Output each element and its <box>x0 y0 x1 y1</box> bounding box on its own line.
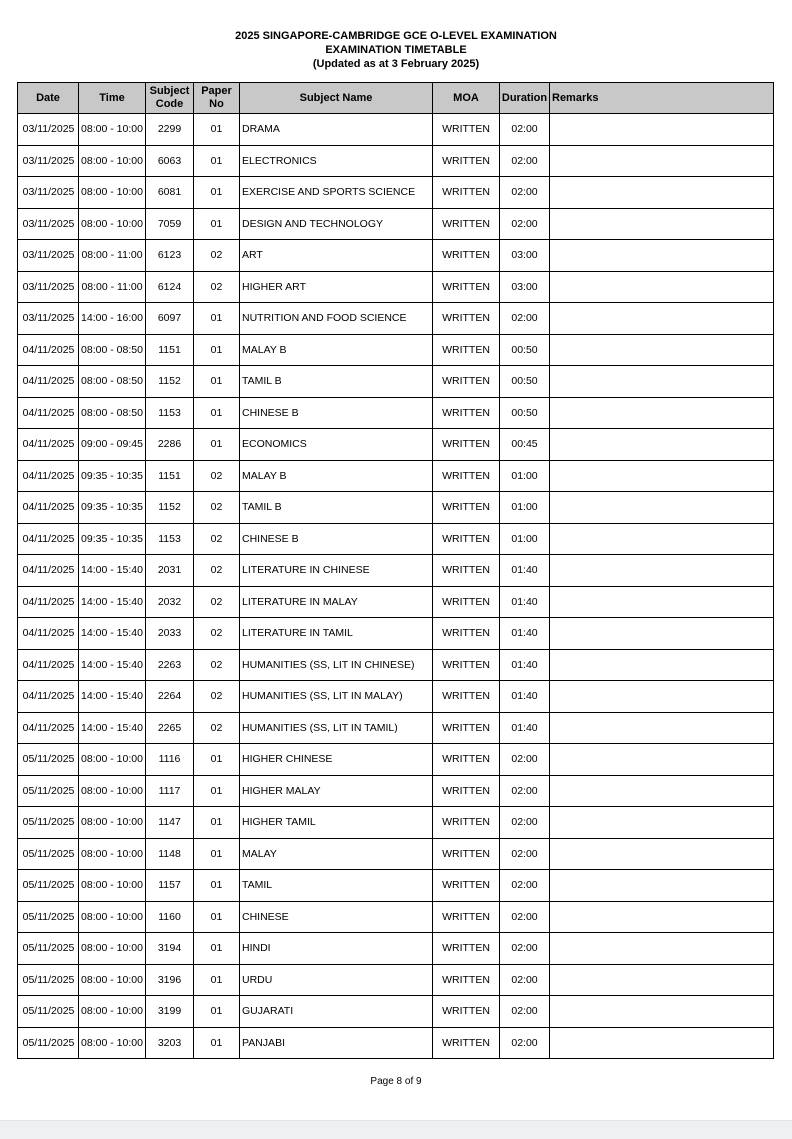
cell-paper-no: 01 <box>194 303 240 335</box>
viewer-bottom-bar <box>0 1120 792 1139</box>
cell-paper-no: 01 <box>194 807 240 839</box>
cell-duration: 01:40 <box>500 649 550 681</box>
cell-subject-code: 2265 <box>146 712 194 744</box>
cell-date: 04/11/2025 <box>18 366 79 398</box>
table-row <box>18 460 774 492</box>
cell-subject-code: 1157 <box>146 870 194 902</box>
cell-subject-code: 6081 <box>146 177 194 209</box>
cell-paper-no: 01 <box>194 1027 240 1059</box>
cell-remarks <box>550 996 774 1028</box>
col-header-subject-name: Subject Name <box>240 83 433 114</box>
cell-moa: WRITTEN <box>433 334 500 366</box>
cell-date: 03/11/2025 <box>18 145 79 177</box>
document-title: 2025 SINGAPORE-CAMBRIDGE GCE O-LEVEL EXAMINATION <box>235 30 557 42</box>
cell-date: 04/11/2025 <box>18 334 79 366</box>
cell-subject-name: NUTRITION AND FOOD SCIENCE <box>240 303 433 335</box>
cell-time: 08:00 - 10:00 <box>79 775 146 807</box>
cell-remarks <box>550 114 774 146</box>
table-row <box>18 397 774 429</box>
cell-subject-name: HIGHER CHINESE <box>240 744 433 776</box>
cell-subject-code: 1151 <box>146 334 194 366</box>
table-row <box>18 1027 774 1059</box>
cell-duration: 03:00 <box>500 240 550 272</box>
update-note: (Updated as at 3 February 2025) <box>312 58 480 70</box>
table-row <box>18 618 774 650</box>
cell-paper-no: 02 <box>194 492 240 524</box>
cell-time: 08:00 - 10:00 <box>79 114 146 146</box>
cell-subject-name: LITERATURE IN CHINESE <box>240 555 433 587</box>
cell-subject-name: LITERATURE IN MALAY <box>240 586 433 618</box>
cell-remarks <box>550 649 774 681</box>
cell-subject-name: HUMANITIES (SS, LIT IN TAMIL) <box>240 712 433 744</box>
cell-date: 05/11/2025 <box>18 964 79 996</box>
cell-subject-name: CHINESE B <box>240 397 433 429</box>
cell-duration: 01:40 <box>500 681 550 713</box>
cell-time: 09:35 - 10:35 <box>79 523 146 555</box>
table-row <box>18 240 774 272</box>
cell-subject-code: 6063 <box>146 145 194 177</box>
cell-paper-no: 01 <box>194 996 240 1028</box>
cell-paper-no: 01 <box>194 933 240 965</box>
cell-remarks <box>550 838 774 870</box>
cell-moa: WRITTEN <box>433 933 500 965</box>
cell-moa: WRITTEN <box>433 901 500 933</box>
cell-remarks <box>550 366 774 398</box>
cell-subject-name: URDU <box>240 964 433 996</box>
cell-paper-no: 01 <box>194 901 240 933</box>
cell-remarks <box>550 807 774 839</box>
cell-time: 14:00 - 15:40 <box>79 586 146 618</box>
table-header-row <box>18 83 774 114</box>
cell-duration: 02:00 <box>500 744 550 776</box>
cell-moa: WRITTEN <box>433 712 500 744</box>
cell-remarks <box>550 208 774 240</box>
cell-date: 05/11/2025 <box>18 996 79 1028</box>
cell-paper-no: 02 <box>194 523 240 555</box>
cell-remarks <box>550 271 774 303</box>
cell-paper-no: 01 <box>194 838 240 870</box>
cell-subject-name: MALAY B <box>240 334 433 366</box>
cell-paper-no: 01 <box>194 964 240 996</box>
cell-time: 09:00 - 09:45 <box>79 429 146 461</box>
table-row <box>18 492 774 524</box>
cell-remarks <box>550 303 774 335</box>
cell-moa: WRITTEN <box>433 523 500 555</box>
cell-paper-no: 01 <box>194 775 240 807</box>
cell-paper-no: 02 <box>194 649 240 681</box>
cell-time: 09:35 - 10:35 <box>79 492 146 524</box>
cell-moa: WRITTEN <box>433 649 500 681</box>
cell-subject-code: 3203 <box>146 1027 194 1059</box>
cell-date: 05/11/2025 <box>18 933 79 965</box>
cell-time: 08:00 - 10:00 <box>79 870 146 902</box>
cell-paper-no: 01 <box>194 870 240 902</box>
cell-date: 03/11/2025 <box>18 271 79 303</box>
cell-paper-no: 02 <box>194 618 240 650</box>
cell-subject-code: 2299 <box>146 114 194 146</box>
cell-time: 08:00 - 10:00 <box>79 744 146 776</box>
cell-subject-code: 1160 <box>146 901 194 933</box>
cell-date: 04/11/2025 <box>18 649 79 681</box>
cell-time: 08:00 - 10:00 <box>79 807 146 839</box>
cell-date: 03/11/2025 <box>18 208 79 240</box>
cell-subject-name: HIGHER MALAY <box>240 775 433 807</box>
cell-date: 05/11/2025 <box>18 775 79 807</box>
cell-duration: 00:45 <box>500 429 550 461</box>
cell-paper-no: 01 <box>194 744 240 776</box>
cell-duration: 02:00 <box>500 838 550 870</box>
cell-subject-name: HIGHER TAMIL <box>240 807 433 839</box>
cell-duration: 00:50 <box>500 397 550 429</box>
cell-duration: 02:00 <box>500 964 550 996</box>
table-row <box>18 901 774 933</box>
cell-date: 03/11/2025 <box>18 240 79 272</box>
cell-remarks <box>550 775 774 807</box>
cell-time: 08:00 - 10:00 <box>79 996 146 1028</box>
table-row <box>18 429 774 461</box>
col-header-subject-code-line1: Subject <box>149 85 190 97</box>
cell-subject-code: 6124 <box>146 271 194 303</box>
table-row <box>18 870 774 902</box>
table-row <box>18 933 774 965</box>
cell-subject-name: TAMIL B <box>240 366 433 398</box>
cell-remarks <box>550 145 774 177</box>
cell-time: 08:00 - 10:00 <box>79 208 146 240</box>
cell-remarks <box>550 555 774 587</box>
cell-duration: 01:40 <box>500 555 550 587</box>
cell-subject-name: DRAMA <box>240 114 433 146</box>
cell-time: 14:00 - 15:40 <box>79 618 146 650</box>
cell-date: 04/11/2025 <box>18 460 79 492</box>
cell-moa: WRITTEN <box>433 964 500 996</box>
cell-paper-no: 01 <box>194 114 240 146</box>
cell-duration: 02:00 <box>500 901 550 933</box>
cell-date: 04/11/2025 <box>18 586 79 618</box>
cell-time: 14:00 - 15:40 <box>79 555 146 587</box>
cell-subject-name: ART <box>240 240 433 272</box>
cell-subject-code: 1152 <box>146 492 194 524</box>
cell-duration: 01:00 <box>500 460 550 492</box>
cell-moa: WRITTEN <box>433 1027 500 1059</box>
cell-time: 08:00 - 11:00 <box>79 240 146 272</box>
cell-subject-code: 1151 <box>146 460 194 492</box>
cell-date: 05/11/2025 <box>18 1027 79 1059</box>
col-header-subject-code-line2: Code <box>155 98 184 110</box>
cell-subject-name: EXERCISE AND SPORTS SCIENCE <box>240 177 433 209</box>
cell-subject-code: 1152 <box>146 366 194 398</box>
cell-date: 04/11/2025 <box>18 555 79 587</box>
cell-paper-no: 01 <box>194 177 240 209</box>
table-row <box>18 523 774 555</box>
cell-moa: WRITTEN <box>433 208 500 240</box>
cell-paper-no: 01 <box>194 334 240 366</box>
cell-remarks <box>550 586 774 618</box>
table-row <box>18 964 774 996</box>
cell-paper-no: 01 <box>194 366 240 398</box>
cell-duration: 01:40 <box>500 712 550 744</box>
col-header-paper-no-line2: No <box>209 98 224 110</box>
cell-time: 08:00 - 10:00 <box>79 177 146 209</box>
table-row <box>18 681 774 713</box>
cell-time: 08:00 - 11:00 <box>79 271 146 303</box>
table-row <box>18 334 774 366</box>
cell-remarks <box>550 618 774 650</box>
cell-moa: WRITTEN <box>433 870 500 902</box>
cell-paper-no: 02 <box>194 712 240 744</box>
cell-date: 05/11/2025 <box>18 870 79 902</box>
cell-subject-code: 1116 <box>146 744 194 776</box>
cell-moa: WRITTEN <box>433 114 500 146</box>
cell-duration: 00:50 <box>500 334 550 366</box>
cell-remarks <box>550 744 774 776</box>
cell-time: 08:00 - 10:00 <box>79 1027 146 1059</box>
cell-remarks <box>550 460 774 492</box>
cell-time: 14:00 - 15:40 <box>79 649 146 681</box>
table-row <box>18 114 774 146</box>
cell-subject-name: TAMIL <box>240 870 433 902</box>
cell-subject-code: 3199 <box>146 996 194 1028</box>
cell-moa: WRITTEN <box>433 366 500 398</box>
cell-duration: 02:00 <box>500 208 550 240</box>
cell-moa: WRITTEN <box>433 555 500 587</box>
cell-subject-code: 2032 <box>146 586 194 618</box>
cell-subject-name: MALAY B <box>240 460 433 492</box>
cell-time: 09:35 - 10:35 <box>79 460 146 492</box>
cell-date: 05/11/2025 <box>18 744 79 776</box>
col-header-subject-code <box>146 83 194 114</box>
cell-subject-name: CHINESE <box>240 901 433 933</box>
table-row <box>18 775 774 807</box>
cell-paper-no: 01 <box>194 429 240 461</box>
cell-subject-name: GUJARATI <box>240 996 433 1028</box>
cell-subject-name: CHINESE B <box>240 523 433 555</box>
table-row <box>18 807 774 839</box>
cell-moa: WRITTEN <box>433 996 500 1028</box>
table-row <box>18 208 774 240</box>
cell-duration: 00:50 <box>500 366 550 398</box>
cell-time: 08:00 - 10:00 <box>79 933 146 965</box>
cell-subject-code: 6097 <box>146 303 194 335</box>
cell-duration: 02:00 <box>500 303 550 335</box>
cell-duration: 02:00 <box>500 145 550 177</box>
timetable <box>17 82 774 1059</box>
cell-subject-name: DESIGN AND TECHNOLOGY <box>240 208 433 240</box>
cell-remarks <box>550 870 774 902</box>
cell-paper-no: 02 <box>194 240 240 272</box>
cell-remarks <box>550 901 774 933</box>
cell-date: 03/11/2025 <box>18 114 79 146</box>
cell-subject-name: ECONOMICS <box>240 429 433 461</box>
table-row <box>18 145 774 177</box>
cell-duration: 02:00 <box>500 114 550 146</box>
cell-moa: WRITTEN <box>433 838 500 870</box>
cell-subject-name: MALAY <box>240 838 433 870</box>
cell-remarks <box>550 964 774 996</box>
cell-paper-no: 02 <box>194 681 240 713</box>
cell-moa: WRITTEN <box>433 744 500 776</box>
cell-time: 08:00 - 10:00 <box>79 964 146 996</box>
cell-moa: WRITTEN <box>433 271 500 303</box>
table-row <box>18 586 774 618</box>
cell-subject-code: 3196 <box>146 964 194 996</box>
cell-remarks <box>550 429 774 461</box>
cell-subject-name: HUMANITIES (SS, LIT IN CHINESE) <box>240 649 433 681</box>
cell-remarks <box>550 933 774 965</box>
cell-duration: 02:00 <box>500 933 550 965</box>
cell-subject-code: 3194 <box>146 933 194 965</box>
table-row <box>18 996 774 1028</box>
cell-moa: WRITTEN <box>433 775 500 807</box>
cell-subject-name: ELECTRONICS <box>240 145 433 177</box>
table-row <box>18 366 774 398</box>
cell-moa: WRITTEN <box>433 618 500 650</box>
cell-subject-name: HUMANITIES (SS, LIT IN MALAY) <box>240 681 433 713</box>
cell-subject-code: 1117 <box>146 775 194 807</box>
cell-remarks <box>550 240 774 272</box>
col-header-date: Date <box>18 83 79 114</box>
cell-date: 04/11/2025 <box>18 618 79 650</box>
cell-remarks <box>550 397 774 429</box>
cell-moa: WRITTEN <box>433 586 500 618</box>
cell-duration: 02:00 <box>500 177 550 209</box>
cell-duration: 01:00 <box>500 492 550 524</box>
cell-subject-code: 1147 <box>146 807 194 839</box>
table-row <box>18 649 774 681</box>
cell-moa: WRITTEN <box>433 177 500 209</box>
cell-date: 05/11/2025 <box>18 807 79 839</box>
cell-remarks <box>550 681 774 713</box>
cell-subject-code: 2263 <box>146 649 194 681</box>
cell-subject-code: 1148 <box>146 838 194 870</box>
table-body <box>18 114 774 1059</box>
cell-subject-code: 1153 <box>146 397 194 429</box>
cell-subject-name: HIGHER ART <box>240 271 433 303</box>
cell-moa: WRITTEN <box>433 145 500 177</box>
cell-subject-name: PANJABI <box>240 1027 433 1059</box>
cell-subject-code: 2286 <box>146 429 194 461</box>
cell-date: 04/11/2025 <box>18 397 79 429</box>
table-row <box>18 744 774 776</box>
cell-time: 08:00 - 10:00 <box>79 838 146 870</box>
cell-duration: 01:40 <box>500 586 550 618</box>
cell-subject-code: 2031 <box>146 555 194 587</box>
cell-moa: WRITTEN <box>433 397 500 429</box>
cell-time: 08:00 - 08:50 <box>79 397 146 429</box>
cell-date: 03/11/2025 <box>18 177 79 209</box>
cell-moa: WRITTEN <box>433 303 500 335</box>
cell-paper-no: 01 <box>194 208 240 240</box>
cell-moa: WRITTEN <box>433 429 500 461</box>
cell-date: 04/11/2025 <box>18 429 79 461</box>
cell-remarks <box>550 177 774 209</box>
cell-time: 08:00 - 08:50 <box>79 366 146 398</box>
cell-duration: 02:00 <box>500 870 550 902</box>
cell-paper-no: 01 <box>194 397 240 429</box>
cell-remarks <box>550 492 774 524</box>
cell-duration: 01:00 <box>500 523 550 555</box>
cell-subject-name: TAMIL B <box>240 492 433 524</box>
col-header-duration: Duration <box>500 83 550 114</box>
cell-paper-no: 02 <box>194 460 240 492</box>
col-header-time: Time <box>79 83 146 114</box>
cell-time: 14:00 - 15:40 <box>79 712 146 744</box>
cell-time: 08:00 - 10:00 <box>79 145 146 177</box>
cell-date: 05/11/2025 <box>18 838 79 870</box>
cell-date: 03/11/2025 <box>18 303 79 335</box>
cell-subject-code: 1153 <box>146 523 194 555</box>
cell-paper-no: 02 <box>194 586 240 618</box>
cell-duration: 02:00 <box>500 1027 550 1059</box>
cell-subject-name: HINDI <box>240 933 433 965</box>
table-row <box>18 303 774 335</box>
cell-duration: 02:00 <box>500 996 550 1028</box>
cell-time: 08:00 - 08:50 <box>79 334 146 366</box>
cell-duration: 02:00 <box>500 775 550 807</box>
table-row <box>18 555 774 587</box>
cell-date: 04/11/2025 <box>18 681 79 713</box>
cell-date: 04/11/2025 <box>18 712 79 744</box>
cell-moa: WRITTEN <box>433 681 500 713</box>
cell-duration: 02:00 <box>500 807 550 839</box>
col-header-moa: MOA <box>433 83 500 114</box>
cell-date: 04/11/2025 <box>18 523 79 555</box>
table-row <box>18 177 774 209</box>
page-number: Page 8 of 9 <box>370 1076 422 1087</box>
col-header-remarks: Remarks <box>550 83 774 114</box>
cell-moa: WRITTEN <box>433 492 500 524</box>
cell-subject-code: 2264 <box>146 681 194 713</box>
cell-remarks <box>550 523 774 555</box>
cell-paper-no: 02 <box>194 555 240 587</box>
cell-date: 05/11/2025 <box>18 901 79 933</box>
cell-time: 14:00 - 15:40 <box>79 681 146 713</box>
col-header-paper-no-line1: Paper <box>201 85 232 97</box>
table-row <box>18 712 774 744</box>
cell-remarks <box>550 712 774 744</box>
cell-moa: WRITTEN <box>433 807 500 839</box>
cell-duration: 01:40 <box>500 618 550 650</box>
cell-remarks <box>550 334 774 366</box>
cell-moa: WRITTEN <box>433 240 500 272</box>
cell-time: 08:00 - 10:00 <box>79 901 146 933</box>
table-row <box>18 271 774 303</box>
cell-moa: WRITTEN <box>433 460 500 492</box>
cell-date: 04/11/2025 <box>18 492 79 524</box>
cell-paper-no: 02 <box>194 271 240 303</box>
table-row <box>18 838 774 870</box>
cell-subject-code: 2033 <box>146 618 194 650</box>
document-subtitle: EXAMINATION TIMETABLE <box>325 44 467 56</box>
cell-remarks <box>550 1027 774 1059</box>
cell-subject-name: LITERATURE IN TAMIL <box>240 618 433 650</box>
cell-time: 14:00 - 16:00 <box>79 303 146 335</box>
cell-duration: 03:00 <box>500 271 550 303</box>
col-header-paper-no <box>194 83 240 114</box>
cell-subject-code: 7059 <box>146 208 194 240</box>
cell-paper-no: 01 <box>194 145 240 177</box>
cell-subject-code: 6123 <box>146 240 194 272</box>
